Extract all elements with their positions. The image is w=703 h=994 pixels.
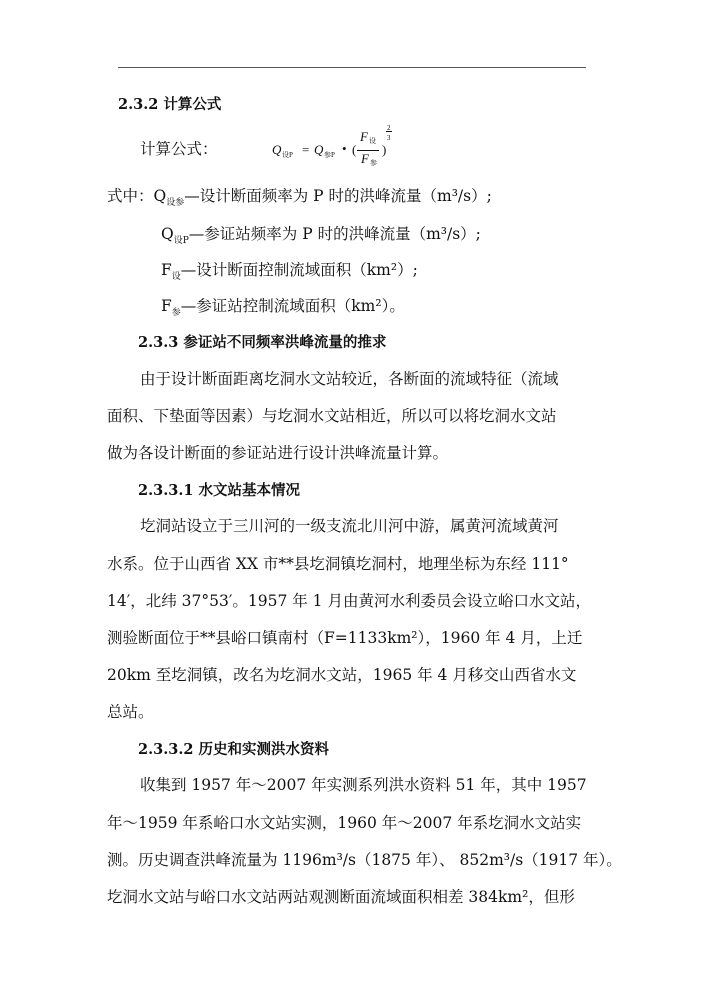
formula-f-design: F (360, 129, 368, 144)
formula-exp-denominator: 3 (387, 134, 391, 142)
paragraph-line: 圪洞站设立于三川河的一级支流北川河中游，属黄河流域黄河 (140, 517, 559, 535)
paragraph-line: 测验断面位于**县峪口镇南村（F=1133km²），1960 年 4 月，上迁 (107, 629, 583, 647)
paragraph-line: 测。历史调查洪峰流量为 1196m³/s（1875 年）、 852m³/s（1917 年）。 (107, 851, 622, 869)
formula-dot: • (342, 141, 347, 156)
definition-text: —设计断面控制流域面积（km²）; (180, 261, 418, 279)
definition-symbol: F (161, 297, 172, 315)
paragraph-line: 14′，北纬 37°53′。1957 年 1 月由黄河水利委员会设立峪口水文站， (107, 592, 591, 610)
formula-close-paren: ) (382, 142, 387, 157)
formula-q-ref-sub: 参P (324, 151, 335, 159)
section-2-3-2-heading: 2.3.2 计算公式 (118, 96, 222, 113)
header-rule (118, 67, 586, 68)
paragraph-line: 圪洞水文站与峪口水文站两站观测断面流域面积相差 384km²，但形 (107, 888, 575, 906)
definition-subscript: 设 (171, 272, 181, 282)
formula-exp-bar (386, 131, 392, 132)
paragraph-line: 20km 至圪洞镇，改名为圪洞水文站，1965 年 4 月移交山西省水文 (107, 666, 577, 684)
definition-text: —参证站频率为 P 时的洪峰流量（m³/s）; (188, 225, 481, 243)
definition-symbol: 式中：Q (107, 187, 167, 205)
paragraph-line: 收集到 1957 年～2007 年实测系列洪水资料 51 年，其中 1957 (140, 776, 587, 794)
section-2-3-3-2-heading: 2.3.3.2 历史和实测洪水资料 (138, 741, 330, 758)
definition-text: —设计断面频率为 P 时的洪峰流量（m³/s）; (184, 187, 492, 205)
paragraph-line: 由于设计断面距离圪洞水文站较近，各断面的流域特征（流域 (140, 370, 559, 388)
formula-q-design-sub: 设P (282, 151, 293, 159)
section-2-3-3-1-heading: 2.3.3.1 水文站基本情况 (138, 482, 301, 499)
definition-f-design (161, 260, 418, 283)
formula-q-design: Q (272, 142, 282, 157)
paragraph-line: 做为各设计断面的参证站进行设计洪峰流量计算。 (107, 444, 449, 462)
formula-exp-numerator: 2 (387, 124, 391, 132)
formula-label: 计算公式： (140, 140, 218, 158)
paragraph-line: 总站。 (107, 703, 154, 721)
paragraph-line: 年～1959 年系峪口水文站实测，1960 年～2007 年系圪洞水文站实 (107, 814, 582, 832)
definition-text: —参证站控制流域面积（km²）。 (180, 297, 405, 315)
paragraph-line: 面积、下垫面等因素）与圪洞水文站相近，所以可以将圪洞水文站 (107, 407, 557, 425)
formula-f-design-sub: 设 (369, 137, 376, 145)
paragraph-line: 水系。位于山西省 XX 市**县圪洞镇圪洞村，地理坐标为东经 111° (107, 555, 569, 573)
formula-fraction-bar (357, 150, 379, 151)
definition-q-design (107, 186, 492, 209)
definition-subscript: 设P (173, 236, 189, 246)
formula-equals: = (302, 142, 310, 157)
definition-f-ref (161, 296, 405, 319)
definition-symbol: Q (161, 225, 174, 243)
formula-q-ref: Q (314, 142, 324, 157)
section-2-3-3-heading: 2.3.3 参证站不同频率洪峰流量的推求 (138, 334, 387, 351)
formula-f-ref: F (361, 151, 369, 166)
formula-open-paren: ( (352, 142, 357, 157)
formula-f-ref-sub: 参 (370, 159, 377, 167)
definition-symbol: F (161, 261, 172, 279)
definition-q-ref (161, 224, 481, 247)
definition-subscript: 设参 (166, 198, 185, 208)
definition-subscript: 参 (171, 308, 181, 318)
